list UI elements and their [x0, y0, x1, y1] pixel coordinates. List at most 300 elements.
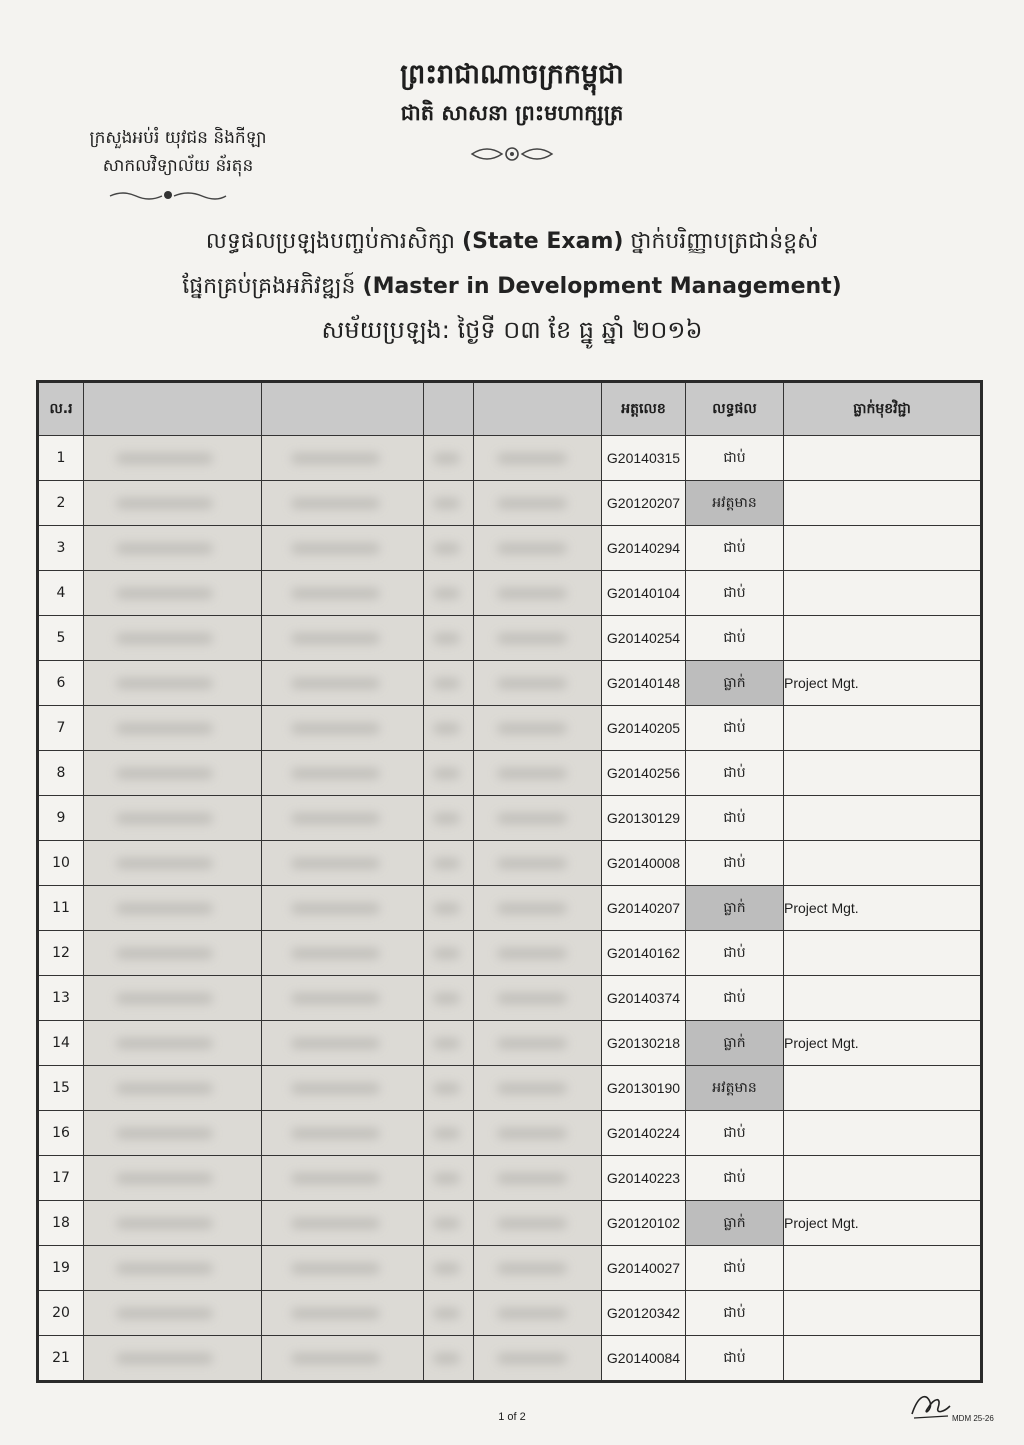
- table-row: [38, 481, 982, 526]
- redacted-cell: [424, 751, 474, 796]
- student-id: G20140294: [602, 526, 686, 571]
- redaction-blur: [433, 1353, 460, 1364]
- redaction-blur: [291, 1128, 380, 1139]
- redaction-blur: [291, 813, 380, 824]
- redaction-blur: [116, 1173, 213, 1184]
- ornament-underline-icon: [108, 186, 228, 204]
- redaction-blur: [497, 633, 567, 644]
- redaction-blur: [116, 993, 213, 1004]
- redaction-blur: [497, 678, 567, 689]
- student-id: G20140148: [602, 661, 686, 706]
- redacted-cell: [474, 1201, 602, 1246]
- failed-subject: Project Mgt.: [784, 1021, 982, 1066]
- row-number: 15: [38, 1066, 84, 1111]
- row-number: 18: [38, 1201, 84, 1246]
- table-row: [38, 1201, 982, 1246]
- header-redacted: [262, 382, 424, 436]
- table-header-row: [38, 382, 982, 436]
- student-id: G20130190: [602, 1066, 686, 1111]
- redaction-blur: [433, 498, 460, 509]
- redaction-blur: [433, 723, 460, 734]
- row-number: 21: [38, 1336, 84, 1382]
- redacted-cell: [84, 796, 262, 841]
- redaction-blur: [497, 1308, 567, 1319]
- row-number: 16: [38, 1111, 84, 1156]
- redacted-cell: [84, 481, 262, 526]
- redacted-cell: [262, 706, 424, 751]
- redacted-cell: [424, 706, 474, 751]
- table-row: [38, 616, 982, 661]
- redacted-cell: [262, 1246, 424, 1291]
- row-number: 11: [38, 886, 84, 931]
- row-number: 3: [38, 526, 84, 571]
- redaction-blur: [291, 1173, 380, 1184]
- failed-subject: Project Mgt.: [784, 661, 982, 706]
- title-line-1-khmer-2: ថ្នាក់បរិញ្ញាបត្រជាន់ខ្ពស់: [630, 229, 819, 254]
- redaction-blur: [116, 1353, 213, 1364]
- redaction-blur: [291, 588, 380, 599]
- failed-subject: [784, 931, 982, 976]
- row-number: 10: [38, 841, 84, 886]
- header-redacted: [84, 382, 262, 436]
- redacted-cell: [474, 886, 602, 931]
- redaction-blur: [291, 903, 380, 914]
- title-line-1-khmer: លទ្ធផលប្រឡងបញ្ចប់ការសិក្សា: [205, 229, 456, 254]
- ornament-divider-icon: [462, 140, 562, 168]
- student-id: G20140315: [602, 436, 686, 481]
- result-cell: ជាប់: [686, 1111, 784, 1156]
- redaction-blur: [116, 1038, 213, 1049]
- redacted-cell: [262, 661, 424, 706]
- redaction-blur: [116, 1083, 213, 1094]
- redaction-blur: [497, 588, 567, 599]
- redacted-cell: [424, 481, 474, 526]
- redaction-blur: [433, 993, 460, 1004]
- redaction-blur: [497, 903, 567, 914]
- redaction-blur: [433, 1173, 460, 1184]
- redaction-blur: [291, 453, 380, 464]
- student-id: G20140104: [602, 571, 686, 616]
- redacted-cell: [424, 886, 474, 931]
- result-cell: ធ្លាក់: [686, 1021, 784, 1066]
- failed-subject: [784, 1156, 982, 1201]
- redaction-blur: [433, 1263, 460, 1274]
- redaction-blur: [291, 858, 380, 869]
- student-id: G20140224: [602, 1111, 686, 1156]
- redaction-blur: [116, 768, 213, 779]
- redacted-cell: [84, 1066, 262, 1111]
- result-cell: អវត្តមាន: [686, 481, 784, 526]
- redaction-blur: [497, 1218, 567, 1229]
- redaction-blur: [116, 903, 213, 914]
- header-result: លទ្ធផល: [686, 382, 784, 436]
- redaction-blur: [497, 858, 567, 869]
- redaction-blur: [116, 1128, 213, 1139]
- redaction-blur: [433, 948, 460, 959]
- redacted-cell: [474, 616, 602, 661]
- result-cell: ជាប់: [686, 1336, 784, 1382]
- redacted-cell: [262, 1201, 424, 1246]
- redaction-blur: [116, 543, 213, 554]
- redaction-blur: [116, 588, 213, 599]
- failed-subject: Project Mgt.: [784, 1201, 982, 1246]
- row-number: 9: [38, 796, 84, 841]
- table-row: [38, 976, 982, 1021]
- redacted-cell: [424, 526, 474, 571]
- result-cell: ជាប់: [686, 436, 784, 481]
- student-id: G20120102: [602, 1201, 686, 1246]
- redacted-cell: [474, 796, 602, 841]
- redacted-cell: [424, 1201, 474, 1246]
- results-body: [38, 436, 982, 1382]
- redaction-blur: [433, 858, 460, 869]
- table-row: [38, 526, 982, 571]
- redacted-cell: [424, 841, 474, 886]
- document-code: MDM 25-26: [952, 1414, 994, 1423]
- row-number: 1: [38, 436, 84, 481]
- title-line-2: [0, 272, 1024, 304]
- redacted-cell: [424, 436, 474, 481]
- redaction-blur: [291, 1038, 380, 1049]
- table-row: [38, 796, 982, 841]
- redacted-cell: [474, 1291, 602, 1336]
- redaction-blur: [497, 993, 567, 1004]
- failed-subject: [784, 1246, 982, 1291]
- result-cell: ជាប់: [686, 526, 784, 571]
- result-cell: ធ្លាក់: [686, 661, 784, 706]
- redacted-cell: [424, 571, 474, 616]
- table-row: [38, 931, 982, 976]
- redacted-cell: [262, 1336, 424, 1382]
- redacted-cell: [424, 1066, 474, 1111]
- redaction-blur: [291, 768, 380, 779]
- redacted-cell: [84, 1246, 262, 1291]
- redaction-blur: [433, 1308, 460, 1319]
- redacted-cell: [262, 481, 424, 526]
- table-row: [38, 751, 982, 796]
- redacted-cell: [424, 1291, 474, 1336]
- redacted-cell: [474, 436, 602, 481]
- redaction-blur: [116, 723, 213, 734]
- row-number: 6: [38, 661, 84, 706]
- failed-subject: [784, 1336, 982, 1382]
- redaction-blur: [116, 858, 213, 869]
- redacted-cell: [262, 931, 424, 976]
- redaction-blur: [433, 543, 460, 554]
- table-row: [38, 436, 982, 481]
- redaction-blur: [116, 1218, 213, 1229]
- student-id: G20140084: [602, 1336, 686, 1382]
- exam-session-date: សម័យប្រឡង: ថ្ងៃទី ០៣ ខែ ធ្នូ ឆ្នាំ ២០១៦: [321, 316, 703, 344]
- result-cell: ជាប់: [686, 706, 784, 751]
- table-row: [38, 1156, 982, 1201]
- redacted-cell: [424, 931, 474, 976]
- title-line-1: [0, 227, 1024, 259]
- result-cell: ជាប់: [686, 931, 784, 976]
- issuer-block: [58, 124, 298, 180]
- failed-subject: [784, 526, 982, 571]
- redaction-blur: [497, 1083, 567, 1094]
- redaction-blur: [497, 453, 567, 464]
- redaction-blur: [433, 588, 460, 599]
- redacted-cell: [84, 841, 262, 886]
- failed-subject: [784, 481, 982, 526]
- result-cell: អវត្តមាន: [686, 1066, 784, 1111]
- redacted-cell: [424, 1021, 474, 1066]
- title-line-2-english: (Master in Development Management): [362, 274, 842, 299]
- table-row: [38, 886, 982, 931]
- result-cell: ជាប់: [686, 796, 784, 841]
- student-id: G20140205: [602, 706, 686, 751]
- redaction-blur: [433, 678, 460, 689]
- redacted-cell: [262, 1066, 424, 1111]
- redaction-blur: [497, 543, 567, 554]
- redaction-blur: [497, 498, 567, 509]
- redaction-blur: [291, 633, 380, 644]
- redaction-blur: [497, 948, 567, 959]
- redacted-cell: [474, 976, 602, 1021]
- redaction-blur: [291, 1308, 380, 1319]
- redaction-blur: [116, 633, 213, 644]
- redacted-cell: [474, 1111, 602, 1156]
- results-table: [36, 380, 983, 1383]
- redaction-blur: [433, 1038, 460, 1049]
- redacted-cell: [474, 1246, 602, 1291]
- row-number: 4: [38, 571, 84, 616]
- redaction-blur: [291, 993, 380, 1004]
- row-number: 2: [38, 481, 84, 526]
- redacted-cell: [474, 1066, 602, 1111]
- table-row: [38, 1021, 982, 1066]
- table-row: [38, 1336, 982, 1382]
- redaction-blur: [116, 948, 213, 959]
- row-number: 13: [38, 976, 84, 1021]
- title-line-2-khmer: ផ្នែកគ្រប់គ្រងអភិវឌ្ឍន៍: [182, 274, 356, 299]
- student-id: G20140027: [602, 1246, 686, 1291]
- title-line-1-english: (State Exam): [462, 229, 624, 254]
- redacted-cell: [84, 1021, 262, 1066]
- national-motto: ជាតិ សាសនា ព្រះមហាក្សត្រ: [400, 100, 624, 125]
- redacted-cell: [474, 841, 602, 886]
- student-id: G20140256: [602, 751, 686, 796]
- redacted-cell: [424, 1111, 474, 1156]
- redaction-blur: [433, 1083, 460, 1094]
- redacted-cell: [424, 661, 474, 706]
- row-number: 12: [38, 931, 84, 976]
- failed-subject: [784, 796, 982, 841]
- redacted-cell: [84, 976, 262, 1021]
- student-id: G20120207: [602, 481, 686, 526]
- redaction-blur: [116, 1308, 213, 1319]
- table-row: [38, 1291, 982, 1336]
- student-id: G20140008: [602, 841, 686, 886]
- redacted-cell: [84, 1111, 262, 1156]
- table-row: [38, 661, 982, 706]
- redacted-cell: [474, 526, 602, 571]
- redaction-blur: [291, 1353, 380, 1364]
- redacted-cell: [262, 1156, 424, 1201]
- redaction-blur: [291, 948, 380, 959]
- redaction-blur: [291, 678, 380, 689]
- university-name: សាកលវិទ្យាល័យ ន័រតុន: [102, 156, 254, 176]
- redaction-blur: [433, 813, 460, 824]
- redacted-cell: [262, 1291, 424, 1336]
- student-id: G20140162: [602, 931, 686, 976]
- redacted-cell: [84, 751, 262, 796]
- table-row: [38, 1111, 982, 1156]
- redacted-cell: [474, 481, 602, 526]
- redacted-cell: [262, 841, 424, 886]
- redacted-cell: [84, 1156, 262, 1201]
- redacted-cell: [262, 571, 424, 616]
- redaction-blur: [116, 453, 213, 464]
- redacted-cell: [262, 751, 424, 796]
- redaction-blur: [116, 813, 213, 824]
- redacted-cell: [84, 1201, 262, 1246]
- redaction-blur: [291, 723, 380, 734]
- result-cell: ជាប់: [686, 616, 784, 661]
- redaction-blur: [291, 543, 380, 554]
- redaction-blur: [497, 813, 567, 824]
- redaction-blur: [116, 678, 213, 689]
- result-cell: ធ្លាក់: [686, 886, 784, 931]
- redacted-cell: [84, 886, 262, 931]
- table-row: [38, 1246, 982, 1291]
- redaction-blur: [291, 1083, 380, 1094]
- redaction-blur: [497, 1263, 567, 1274]
- redacted-cell: [474, 931, 602, 976]
- redaction-blur: [497, 768, 567, 779]
- redacted-cell: [262, 886, 424, 931]
- failed-subject: [784, 976, 982, 1021]
- redacted-cell: [474, 1156, 602, 1201]
- failed-subject: [784, 1111, 982, 1156]
- result-cell: ជាប់: [686, 1246, 784, 1291]
- result-cell: ជាប់: [686, 571, 784, 616]
- header-failed-subject: ធ្លាក់មុខវិជ្ជា: [784, 382, 982, 436]
- redacted-cell: [84, 706, 262, 751]
- redacted-cell: [84, 1336, 262, 1382]
- table-row: [38, 841, 982, 886]
- redacted-cell: [424, 976, 474, 1021]
- redacted-cell: [262, 616, 424, 661]
- redaction-blur: [433, 768, 460, 779]
- redacted-cell: [474, 571, 602, 616]
- row-number: 20: [38, 1291, 84, 1336]
- redaction-blur: [116, 498, 213, 509]
- redacted-cell: [424, 616, 474, 661]
- result-cell: ជាប់: [686, 1291, 784, 1336]
- result-cell: ជាប់: [686, 976, 784, 1021]
- student-id: G20130218: [602, 1021, 686, 1066]
- redacted-cell: [262, 796, 424, 841]
- header-no: ល.រ: [38, 382, 84, 436]
- ministry-name: ក្រសួងអប់រំ យុវជន និងកីឡា: [89, 128, 267, 148]
- redaction-blur: [116, 1263, 213, 1274]
- header-student-id: អត្តលេខ: [602, 382, 686, 436]
- redaction-blur: [291, 1263, 380, 1274]
- redacted-cell: [424, 1156, 474, 1201]
- table-row: [38, 706, 982, 751]
- redacted-cell: [474, 1021, 602, 1066]
- result-cell: ធ្លាក់: [686, 1201, 784, 1246]
- failed-subject: [784, 571, 982, 616]
- row-number: 19: [38, 1246, 84, 1291]
- redacted-cell: [424, 796, 474, 841]
- failed-subject: [784, 616, 982, 661]
- student-id: G20140223: [602, 1156, 686, 1201]
- redacted-cell: [84, 931, 262, 976]
- failed-subject: Project Mgt.: [784, 886, 982, 931]
- redacted-cell: [84, 571, 262, 616]
- redacted-cell: [84, 526, 262, 571]
- redacted-cell: [262, 436, 424, 481]
- redaction-blur: [291, 498, 380, 509]
- table-row: [38, 571, 982, 616]
- redacted-cell: [84, 616, 262, 661]
- header-redacted: [474, 382, 602, 436]
- header-redacted: [424, 382, 474, 436]
- row-number: 7: [38, 706, 84, 751]
- redaction-blur: [291, 1218, 380, 1229]
- redacted-cell: [262, 1111, 424, 1156]
- result-cell: ជាប់: [686, 751, 784, 796]
- redacted-cell: [474, 706, 602, 751]
- row-number: 8: [38, 751, 84, 796]
- redaction-blur: [497, 1038, 567, 1049]
- redaction-blur: [433, 453, 460, 464]
- redacted-cell: [262, 1021, 424, 1066]
- result-cell: ជាប់: [686, 1156, 784, 1201]
- redaction-blur: [433, 633, 460, 644]
- redacted-cell: [262, 976, 424, 1021]
- redacted-cell: [474, 1336, 602, 1382]
- failed-subject: [784, 841, 982, 886]
- redaction-blur: [497, 723, 567, 734]
- table-row: [38, 1066, 982, 1111]
- student-id: G20120342: [602, 1291, 686, 1336]
- student-id: G20140374: [602, 976, 686, 1021]
- page-number: 1 of 2: [498, 1411, 526, 1423]
- redacted-cell: [474, 661, 602, 706]
- redacted-cell: [474, 751, 602, 796]
- redacted-cell: [262, 526, 424, 571]
- redacted-cell: [84, 436, 262, 481]
- student-id: G20130129: [602, 796, 686, 841]
- redaction-blur: [497, 1173, 567, 1184]
- redaction-blur: [433, 903, 460, 914]
- redaction-blur: [497, 1128, 567, 1139]
- failed-subject: [784, 751, 982, 796]
- redacted-cell: [84, 1291, 262, 1336]
- kingdom-heading: ព្រះរាជាណាចក្រកម្ពុជា: [400, 59, 624, 90]
- redacted-cell: [84, 661, 262, 706]
- student-id: G20140207: [602, 886, 686, 931]
- failed-subject: [784, 706, 982, 751]
- redaction-blur: [497, 1353, 567, 1364]
- redacted-cell: [424, 1246, 474, 1291]
- row-number: 14: [38, 1021, 84, 1066]
- redacted-cell: [424, 1336, 474, 1382]
- failed-subject: [784, 1291, 982, 1336]
- row-number: 5: [38, 616, 84, 661]
- redaction-blur: [433, 1128, 460, 1139]
- failed-subject: [784, 436, 982, 481]
- result-cell: ជាប់: [686, 841, 784, 886]
- row-number: 17: [38, 1156, 84, 1201]
- student-id: G20140254: [602, 616, 686, 661]
- failed-subject: [784, 1066, 982, 1111]
